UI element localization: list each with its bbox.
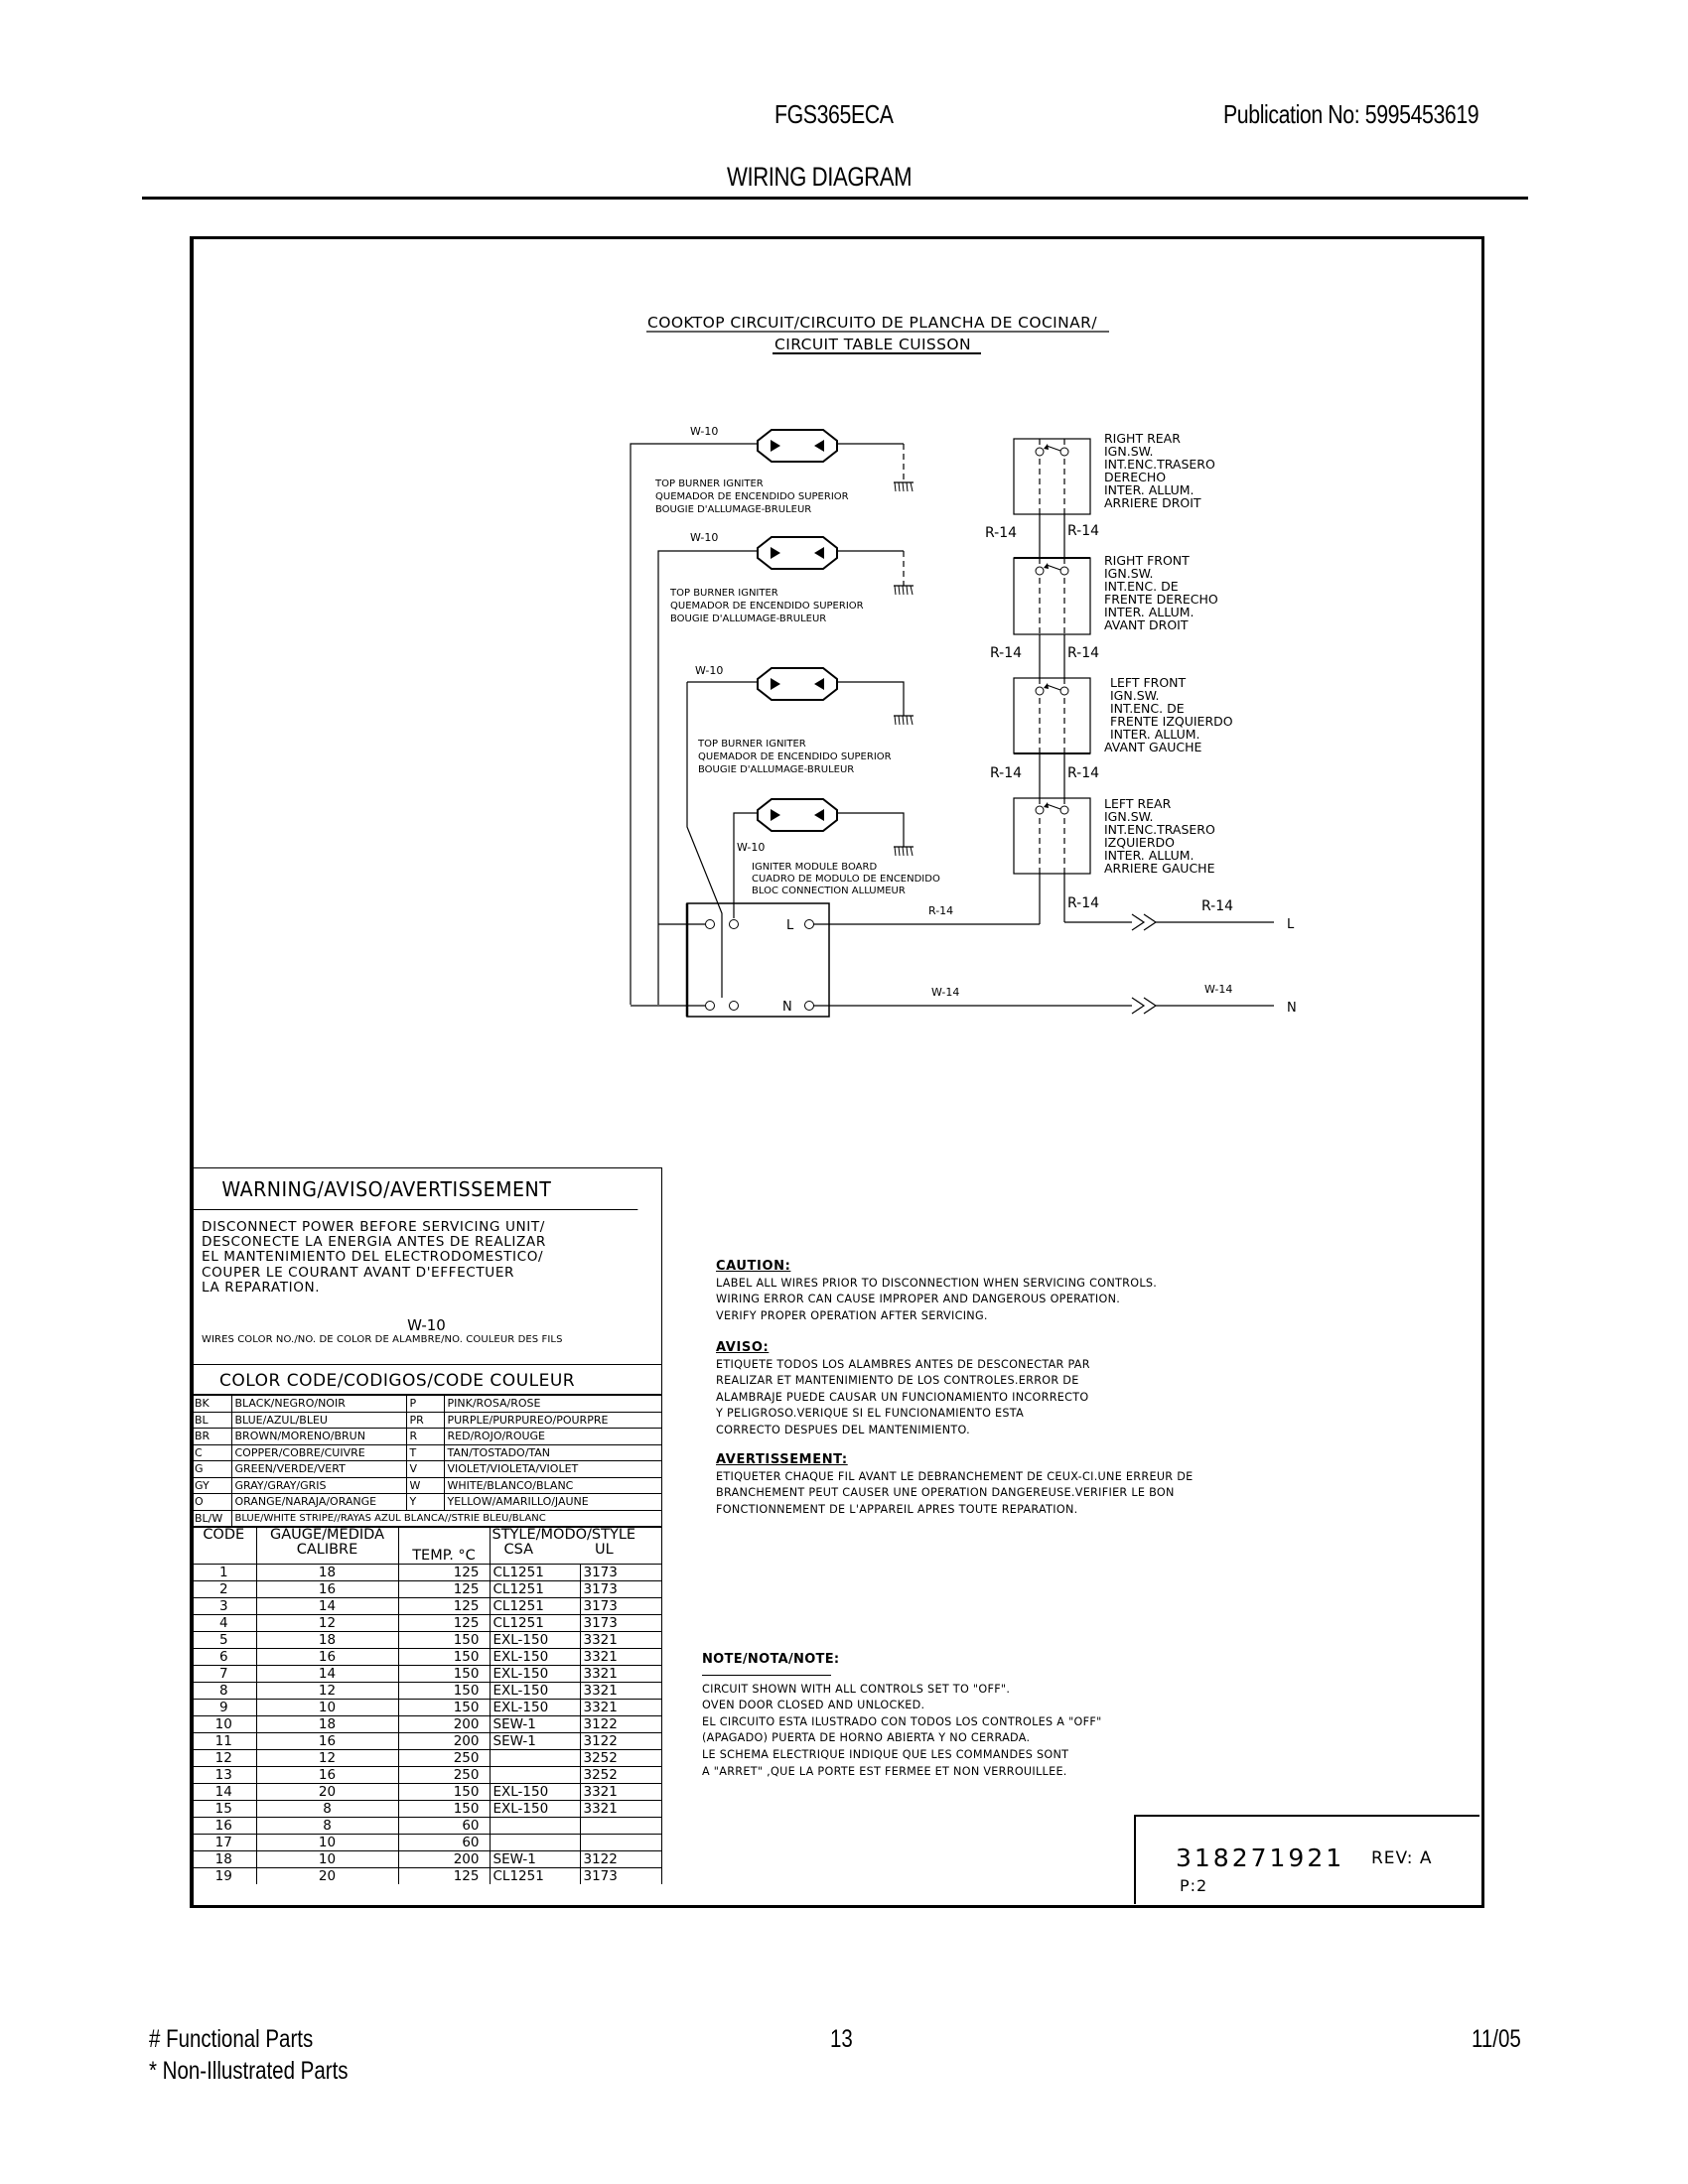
svg-text:BLOC CONNECTION ALLUMEUR: BLOC CONNECTION ALLUMEUR	[752, 886, 906, 896]
svg-text:INT.ENC. DE: INT.ENC. DE	[1104, 579, 1179, 594]
publication-label: Publication No:	[1223, 99, 1360, 129]
gauge-table-row: 7 14 150 EXL-150 3321	[192, 1666, 661, 1683]
gauge-table-row: 11 16 200 SEW-1 3122	[192, 1733, 661, 1750]
svg-text:R-14: R-14	[1067, 895, 1100, 911]
svg-text:RIGHT FRONT: RIGHT FRONT	[1104, 553, 1190, 568]
neutral-feed	[813, 983, 1297, 1016]
circuit-title-line2: CIRCUIT TABLE CUISSON	[774, 336, 971, 353]
switch-right-front	[1014, 558, 1090, 634]
igniter-1	[631, 425, 914, 1005]
connector-chevron-icon	[1132, 998, 1144, 1014]
warning-title: WARNING/AVISO/AVERTISSEMENT	[192, 1168, 637, 1210]
svg-text:BOUGIE D'ALLUMAGE-BRULEUR: BOUGIE D'ALLUMAGE-BRULEUR	[655, 504, 812, 515]
gauge-table-row: 12 12 250 3252	[192, 1750, 661, 1767]
igniter-module-board	[631, 903, 829, 1017]
module-terminal-n: N	[782, 1000, 792, 1015]
gauge-table-row: 9 10 150 EXL-150 3321	[192, 1700, 661, 1716]
connector-chevron-icon	[1144, 914, 1156, 930]
aviso-section: AVISO: ETIQUETE TODOS LOS ALAMBRES ANTES DE DESCONECTAR PAR REALIZAR ET MANTENIMIENTO DE LOS CONTROLES.ERROR DE ALAMBRAJE PUEDE CAUSAR UN FUNCIONAMIENTO INCORRECTO Y PELIGROSO.VERIQUE SI EL FUNCIONAMIENTO ESTA CORRECTO DESPUES DEL MANTENIMIENTO.	[716, 1340, 1090, 1436]
svg-text:INTER. ALLUM.: INTER. ALLUM.	[1110, 727, 1200, 742]
wire-gauge-table	[192, 1527, 661, 1884]
avertissement-title: AVERTISSEMENT:	[716, 1452, 848, 1467]
svg-text:FRENTE IZQUIERDO: FRENTE IZQUIERDO	[1110, 714, 1233, 729]
svg-text:R-14: R-14	[928, 904, 954, 917]
wire-code-caption: WIRES COLOR NO./NO. DE COLOR DE ALAMBRE/NO. COULEUR DES FILS	[202, 1334, 563, 1345]
gauge-table-row: 14 20 150 EXL-150 3321	[192, 1784, 661, 1801]
svg-text:AVANT GAUCHE: AVANT GAUCHE	[1104, 740, 1202, 754]
igniter-octagon-icon	[758, 668, 837, 700]
gauge-table-row: 6 16 150 EXL-150 3321	[192, 1649, 661, 1666]
gauge-table-row: 8 12 150 EXL-150 3321	[192, 1683, 661, 1700]
svg-text:R-14: R-14	[990, 645, 1023, 661]
svg-text:ARRIERE DROIT: ARRIERE DROIT	[1104, 495, 1201, 510]
color-code-row-stripe: BL/W BLUE/WHITE STRIPE//RAYAS AZUL BLANCA//STRIE BLEU/BLANC	[192, 1510, 661, 1527]
gauge-table-row: 4 12 125 CL1251 3173	[192, 1615, 661, 1632]
svg-text:AVANT DROIT: AVANT DROIT	[1104, 617, 1189, 632]
gauge-table-row: 5 18 150 EXL-150 3321	[192, 1632, 661, 1649]
svg-text:W-14: W-14	[931, 986, 960, 999]
igniter-octagon-icon	[758, 430, 837, 462]
footer-date: 11/05	[1472, 2025, 1521, 2053]
color-code-row: BL BLUE/AZUL/BLEU PR PURPLE/PURPUREO/POURPRE	[192, 1412, 661, 1429]
svg-text:R-14: R-14	[1067, 523, 1100, 539]
svg-text:R-14: R-14	[990, 765, 1023, 781]
gauge-table-header: CODE GAUGE/MEDIDA CALIBRE TEMP. °C STYLE/MODO/STYLE CSA UL	[192, 1528, 661, 1565]
svg-text:CUADRO DE MODULO DE ENCENDIDO: CUADRO DE MODULO DE ENCENDIDO	[752, 874, 940, 885]
svg-text:TOP BURNER IGNITER: TOP BURNER IGNITER	[698, 739, 806, 750]
svg-text:DERECHO: DERECHO	[1104, 470, 1167, 484]
svg-text:INTER. ALLUM.: INTER. ALLUM.	[1104, 605, 1195, 619]
footer-functional-parts: # Functional Parts	[149, 2025, 314, 2053]
module-terminal-l: L	[786, 918, 794, 933]
gauge-table-row: 10 18 200 SEW-1 3122	[192, 1716, 661, 1733]
gauge-table-row: 2 16 125 CL1251 3173	[192, 1581, 661, 1598]
gauge-table-row: 19 20 125 CL1251 3173	[192, 1868, 661, 1885]
svg-text:IGN.SW.: IGN.SW.	[1104, 809, 1154, 824]
igniter-octagon-icon	[758, 799, 837, 831]
svg-text:IGNITER MODULE BOARD: IGNITER MODULE BOARD	[752, 862, 878, 873]
color-code-title: COLOR CODE/CODIGOS/CODE COULEUR	[192, 1364, 661, 1395]
drawing-number: 318271921	[1176, 1843, 1345, 1872]
gauge-table-row: 16 8 60	[192, 1818, 661, 1835]
color-code-row: O ORANGE/NARAJA/ORANGE Y YELLOW/AMARILLO/JAUNE	[192, 1494, 661, 1511]
page-title: WIRING DIAGRAM	[727, 162, 913, 192]
wire-code-example: W-10	[407, 1316, 446, 1334]
ground-icon	[894, 847, 914, 856]
connector-chevron-icon	[1144, 998, 1156, 1014]
svg-text:W-14: W-14	[1204, 983, 1233, 996]
color-code-row: G GREEN/VERDE/VERT V VIOLET/VIOLETA/VIOLET	[192, 1461, 661, 1478]
color-code-row: C COPPER/COBRE/CUIVRE T TAN/TOSTADO/TAN	[192, 1444, 661, 1461]
gauge-table-row: 3 14 125 CL1251 3173	[192, 1598, 661, 1615]
svg-text:IGN.SW.: IGN.SW.	[1110, 688, 1160, 703]
circuit-title-line1: COOKTOP CIRCUIT/CIRCUITO DE PLANCHA DE COCINAR/	[647, 314, 1097, 332]
svg-text:LEFT REAR: LEFT REAR	[1104, 796, 1172, 811]
gauge-table-row: 1 18 125 CL1251 3173	[192, 1565, 661, 1581]
svg-text:W-10: W-10	[690, 531, 719, 544]
svg-text:R-14: R-14	[1067, 645, 1100, 661]
svg-text:QUEMADOR DE ENCENDIDO SUPERIOR: QUEMADOR DE ENCENDIDO SUPERIOR	[655, 491, 849, 502]
switch-right-rear	[1014, 439, 1090, 514]
model-number: FGS365ECA	[774, 99, 894, 129]
caution-section: CAUTION: LABEL ALL WIRES PRIOR TO DISCONNECTION WHEN SERVICING CONTROLS. WIRING ERROR CAN CAUSE IMPROPER AND DANGEROUS OPERATION. VERIFY PROPER OPERATION AFTER SERVICING.	[716, 1259, 1158, 1322]
svg-text:QUEMADOR DE ENCENDIDO SUPERIOR: QUEMADOR DE ENCENDIDO SUPERIOR	[670, 601, 864, 612]
svg-text:BOUGIE D'ALLUMAGE-BRULEUR: BOUGIE D'ALLUMAGE-BRULEUR	[698, 764, 855, 775]
svg-text:R-14: R-14	[1067, 765, 1100, 781]
svg-text:INT.ENC.TRASERO: INT.ENC.TRASERO	[1104, 822, 1215, 837]
igniter-1-wire: W-10	[690, 425, 719, 438]
igniter-4	[734, 799, 940, 918]
warning-text: DISCONNECT POWER BEFORE SERVICING UNIT/ DESCONECTE LA ENERGIA ANTES DE REALIZAR EL MANTENIMIENTO DEL ELECTRODOMESTICO/ COUPER LE COURANT AVANT D'EFFECTUER LA REPARATION.	[202, 1219, 546, 1296]
color-code-row: GY GRAY/GRAY/GRIS W WHITE/BLANCO/BLANC	[192, 1477, 661, 1494]
svg-text:FRENTE DERECHO: FRENTE DERECHO	[1104, 592, 1218, 607]
svg-text:TOP BURNER IGNITER: TOP BURNER IGNITER	[670, 588, 778, 599]
svg-text:LEFT FRONT: LEFT FRONT	[1110, 675, 1187, 690]
svg-text:INTER. ALLUM.: INTER. ALLUM.	[1104, 482, 1195, 497]
svg-text:INT.ENC.TRASERO: INT.ENC.TRASERO	[1104, 457, 1215, 472]
drawing-title-block	[1134, 1815, 1479, 1904]
gauge-table-row: 15 8 150 EXL-150 3321	[192, 1801, 661, 1818]
ground-icon	[894, 716, 914, 725]
ground-icon	[894, 586, 914, 595]
publication-value: 5995453619	[1364, 99, 1479, 129]
warning-panel	[192, 1167, 662, 1884]
sheet-page: P:2	[1180, 1876, 1208, 1895]
svg-text:BOUGIE D'ALLUMAGE-BRULEUR: BOUGIE D'ALLUMAGE-BRULEUR	[670, 614, 827, 624]
switch-left-front	[1014, 678, 1090, 753]
svg-text:INTER. ALLUM.: INTER. ALLUM.	[1104, 848, 1195, 863]
color-code-row: BK BLACK/NEGRO/NOIR P PINK/ROSA/ROSE	[192, 1396, 661, 1413]
svg-text:IZQUIERDO: IZQUIERDO	[1104, 835, 1175, 850]
svg-text:R-14: R-14	[985, 525, 1018, 541]
line-feed	[813, 895, 1295, 932]
connector-chevron-icon	[1132, 914, 1144, 930]
svg-text:INT.ENC. DE: INT.ENC. DE	[1110, 701, 1185, 716]
aviso-title: AVISO:	[716, 1340, 770, 1355]
revision: REV: A	[1371, 1848, 1433, 1868]
line-terminal: L	[1287, 917, 1295, 932]
svg-text:W-10: W-10	[695, 664, 724, 677]
switch-left-rear	[1014, 798, 1090, 874]
svg-text:IGN.SW.: IGN.SW.	[1104, 444, 1154, 459]
neutral-terminal: N	[1287, 1001, 1297, 1016]
note-title: NOTE/NOTA/NOTE:	[702, 1652, 831, 1676]
gauge-table-row: 18 10 200 SEW-1 3122	[192, 1851, 661, 1868]
gauge-table-row: 13 16 250 3252	[192, 1767, 661, 1784]
caution-title: CAUTION:	[716, 1259, 791, 1274]
color-code-table	[192, 1395, 661, 1527]
color-code-row: BR BROWN/MORENO/BRUN R RED/ROJO/ROUGE	[192, 1429, 661, 1445]
footer-page-number: 13	[830, 2025, 853, 2053]
svg-text:ARRIERE GAUCHE: ARRIERE GAUCHE	[1104, 861, 1215, 876]
svg-text:R-14: R-14	[1201, 898, 1234, 914]
svg-text:QUEMADOR DE ENCENDIDO SUPERIOR: QUEMADOR DE ENCENDIDO SUPERIOR	[698, 751, 892, 762]
note-section: NOTE/NOTA/NOTE: CIRCUIT SHOWN WITH ALL CONTROLS SET TO "OFF". OVEN DOOR CLOSED AND UNLOCKED. EL CIRCUITO ESTA ILUSTRADO CON TODOS LOS CONTROLES A "OFF" (APAGADO) PUERTA DE HORNO ABIERTA Y NO CERRADA. LE SCHEMA ELECTRIQUE INDIQUE QUE LES COMMANDES SONT A "ARRET" ,QUE LA PORTE EST FERMEE ET NON VERROUILLEE.	[702, 1652, 1102, 1778]
ground-icon	[894, 482, 914, 491]
svg-text:RIGHT REAR: RIGHT REAR	[1104, 431, 1181, 446]
gauge-table-row: 17 10 60	[192, 1835, 661, 1851]
footer-non-illustrated-parts: * Non-Illustrated Parts	[149, 2057, 349, 2085]
ignition-switch-column	[985, 431, 1233, 924]
svg-text:W-10: W-10	[737, 841, 766, 854]
avertissement-section: AVERTISSEMENT: ETIQUETER CHAQUE FIL AVANT LE DEBRANCHEMENT DE CEUX-CI.UNE ERREUR DE BRANCHEMENT PEUT CAUSER UNE OPERATION DANGEREUSE.VERIFIER LE BON FONCTIONNEMENT DE L'APPAREIL APRES TOUTE REPARATION.	[716, 1452, 1194, 1516]
svg-text:IGN.SW.: IGN.SW.	[1104, 566, 1154, 581]
igniter-octagon-icon	[758, 537, 837, 569]
svg-text:TOP BURNER IGNITER: TOP BURNER IGNITER	[655, 478, 764, 489]
